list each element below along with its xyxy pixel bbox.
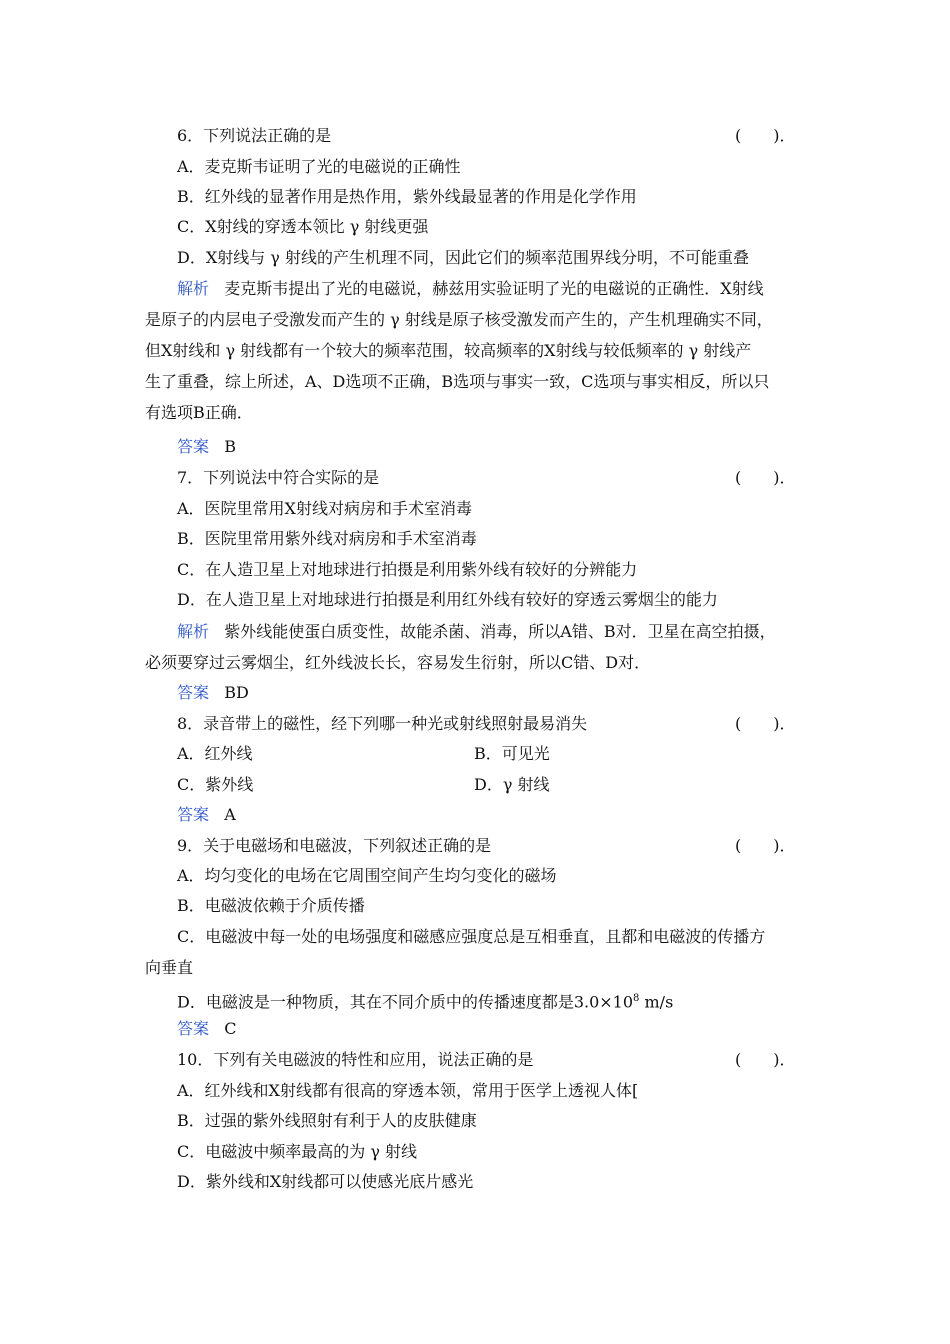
answer-value: BD xyxy=(224,683,249,702)
option-b: B．电磁波依赖于介质传播 xyxy=(177,896,365,915)
answer-line xyxy=(177,437,236,457)
option-a: A．均匀变化的电场在它周围空间产生均匀变化的磁场 xyxy=(177,866,557,885)
answer-value: A xyxy=(224,805,236,824)
option-d: D．紫外线和X射线都可以使感光底片感光 xyxy=(177,1172,474,1191)
option-a: A．红外线 xyxy=(177,744,253,763)
analysis-text: 紫外线能使蛋白质变性，故能杀菌、消毒，所以A错、B对．卫星在高空拍摄， xyxy=(224,622,776,641)
analysis-line: 生了重叠，综上所述，A、D选项不正确，B选项与事实一致，C选项与事实相反，所以只 xyxy=(145,372,770,391)
answer-line xyxy=(177,683,249,703)
option-c: C．电磁波中频率最高的为 γ 射线 xyxy=(177,1142,417,1161)
option-d-text: D．电磁波是一种物质，其在不同介质中的传播速度都是3.0×10 xyxy=(177,992,634,1012)
answer-line xyxy=(177,805,236,825)
answer-label: 答案 xyxy=(177,1019,210,1038)
analysis-line: 但X射线和 γ 射线都有一个较大的频率范围，较高频率的X射线与较低频率的 γ 射线产 xyxy=(145,341,752,360)
question-text: 6．下列说法正确的是 xyxy=(177,126,332,145)
answer-bracket: ( )． xyxy=(735,468,796,487)
option-b: B．红外线的显著作用是热作用，紫外线最显著的作用是化学作用 xyxy=(177,187,637,206)
analysis-line: 是原子的内层电子受激发而产生的 γ 射线是原子核受激发而产生的，产生机理确实不同， xyxy=(145,310,773,329)
answer-bracket: ( )． xyxy=(735,126,796,145)
question-6-stem xyxy=(177,126,331,146)
answer-bracket: ( )． xyxy=(735,1050,796,1069)
option-a: A．红外线和X射线都有很高的穿透本领，常用于医学上透视人体[ xyxy=(177,1081,639,1100)
option-b: B．医院里常用紫外线对病房和手术室消毒 xyxy=(177,529,477,548)
analysis-line: 有选项B正确． xyxy=(145,403,253,422)
answer-label: 答案 xyxy=(177,805,210,824)
answer-line xyxy=(177,1019,237,1039)
option-c: C．紫外线 xyxy=(177,775,254,794)
option-c: C．X射线的穿透本领比 γ 射线更强 xyxy=(177,217,429,236)
option-row xyxy=(177,775,550,795)
exponent: 8 xyxy=(633,993,640,1004)
analysis-line xyxy=(177,279,764,299)
answer-label: 答案 xyxy=(177,683,210,702)
answer-value: B xyxy=(224,437,237,456)
option-d: D．γ 射线 xyxy=(474,775,550,794)
answer-bracket: ( )． xyxy=(735,836,796,855)
option-d xyxy=(177,989,673,1012)
analysis-text: 麦克斯韦提出了光的电磁说，赫兹用实验证明了光的电磁说的正确性．X射线 xyxy=(224,279,764,298)
question-8-stem: 8．录音带上的磁性，经下列哪一种光或射线照射最易消失 xyxy=(177,714,588,733)
option-d: D．在人造卫星上对地球进行拍摄是利用红外线有较好的穿透云雾烟尘的能力 xyxy=(177,590,718,609)
option-d: D．X射线与 γ 射线的产生机理不同，因此它们的频率范围界线分明，不可能重叠 xyxy=(177,248,749,267)
option-b: B．过强的紫外线照射有利于人的皮肤健康 xyxy=(177,1111,477,1130)
option-c: C．在人造卫星上对地球进行拍摄是利用紫外线有较好的分辨能力 xyxy=(177,560,638,579)
answer-label: 答案 xyxy=(177,437,210,456)
analysis-line xyxy=(177,622,776,642)
answer-bracket: ( )． xyxy=(735,714,796,733)
question-9-stem: 9．关于电磁场和电磁波，下列叙述正确的是 xyxy=(177,836,492,855)
option-c: C．电磁波中每一处的电场强度和磁感应强度总是互相垂直，且都和电磁波的传播方 xyxy=(177,927,766,946)
analysis-label: 解析 xyxy=(177,279,210,298)
analysis-label: 解析 xyxy=(177,622,210,641)
analysis-line: 必须要穿过云雾烟尘，红外线波长长，容易发生衍射，所以C错、D对． xyxy=(145,653,651,672)
option-a: A．医院里常用X射线对病房和手术室消毒 xyxy=(177,499,472,518)
option-row xyxy=(177,744,550,764)
option-b: B．可见光 xyxy=(474,744,550,763)
answer-value: C xyxy=(224,1019,237,1038)
unit-text: m/s xyxy=(639,992,674,1012)
option-c-continued: 向垂直 xyxy=(145,958,194,977)
question-10-stem: 10．下列有关电磁波的特性和应用，说法正确的是 xyxy=(177,1050,534,1069)
option-a: A．麦克斯韦证明了光的电磁说的正确性 xyxy=(177,157,461,176)
question-7-stem: 7．下列说法中符合实际的是 xyxy=(177,468,380,487)
